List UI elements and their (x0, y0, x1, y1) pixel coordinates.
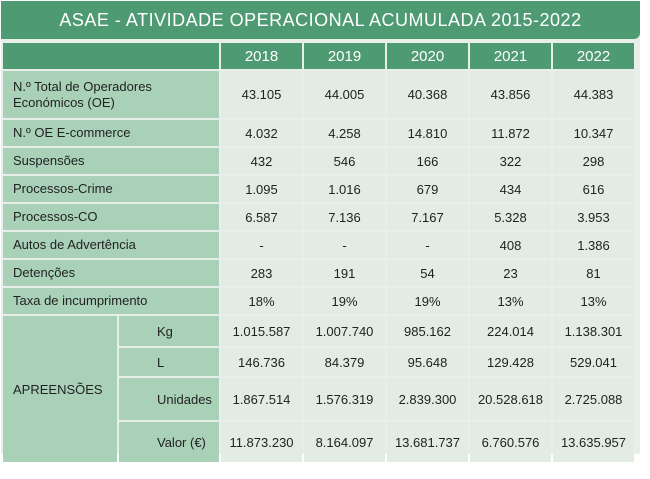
row-label: Taxa de incumprimento (3, 288, 219, 314)
table-row (3, 176, 634, 202)
cell: 44.383 (553, 71, 634, 118)
seizure-unit-label: L (119, 348, 219, 376)
cell: 1.138.301 (553, 316, 634, 346)
cell: 1.015.587 (221, 316, 302, 346)
cell: 129.428 (470, 348, 551, 376)
table-row (3, 204, 634, 230)
cell: 224.014 (470, 316, 551, 346)
cell: 1.007.740 (304, 316, 385, 346)
cell: 4.032 (221, 120, 302, 146)
cell: 1.576.319 (304, 378, 385, 420)
cell: 13.635.957 (553, 422, 634, 462)
table-row (3, 288, 634, 314)
cell: 10.347 (553, 120, 634, 146)
cell: 7.167 (387, 204, 468, 230)
cell: 1.386 (553, 232, 634, 258)
seizure-unit-label: Valor (€) (119, 422, 219, 462)
cell: 1.095 (221, 176, 302, 202)
cell: 679 (387, 176, 468, 202)
seizures-group-label: APREENSÕES (3, 316, 117, 462)
cell: 616 (553, 176, 634, 202)
cell: 3.953 (553, 204, 634, 230)
cell: 7.136 (304, 204, 385, 230)
cell: 23 (470, 260, 551, 286)
cell: 81 (553, 260, 634, 286)
year-header: 2021 (470, 43, 551, 69)
cell: 19% (304, 288, 385, 314)
row-label: N.º OE E-commerce (3, 120, 219, 146)
row-label: Processos-Crime (3, 176, 219, 202)
cell: 298 (553, 148, 634, 174)
table-row (3, 120, 634, 146)
cell: 14.810 (387, 120, 468, 146)
year-header: 2018 (221, 43, 302, 69)
cell: 84.379 (304, 348, 385, 376)
table-row (3, 71, 634, 118)
cell: 322 (470, 148, 551, 174)
cell: 408 (470, 232, 551, 258)
cell: 529.041 (553, 348, 634, 376)
year-header-row (3, 43, 634, 69)
year-header: 2022 (553, 43, 634, 69)
cell: 43.105 (221, 71, 302, 118)
table-title: ASAE - ATIVIDADE OPERACIONAL ACUMULADA 2015-2022 (1, 1, 640, 39)
cell: 13.681.737 (387, 422, 468, 462)
cell: 18% (221, 288, 302, 314)
table-row (3, 148, 634, 174)
cell: 166 (387, 148, 468, 174)
row-label: Detenções (3, 260, 219, 286)
cell: 13% (553, 288, 634, 314)
cell: 40.368 (387, 71, 468, 118)
cell: 985.162 (387, 316, 468, 346)
cell: 2.725.088 (553, 378, 634, 420)
cell: 20.528.618 (470, 378, 551, 420)
cell: 43.856 (470, 71, 551, 118)
cell: 546 (304, 148, 385, 174)
cell: 13% (470, 288, 551, 314)
cell: 191 (304, 260, 385, 286)
cell: - (387, 232, 468, 258)
cell: - (221, 232, 302, 258)
cell: 11.872 (470, 120, 551, 146)
cell: 6.587 (221, 204, 302, 230)
cell: 4.258 (304, 120, 385, 146)
operational-activity-table-panel (1, 1, 640, 454)
cell: 2.839.300 (387, 378, 468, 420)
table-row (3, 316, 634, 346)
cell: 1.867.514 (221, 378, 302, 420)
row-label: Suspensões (3, 148, 219, 174)
cell: 434 (470, 176, 551, 202)
seizure-unit-label: Unidades (119, 378, 219, 420)
cell: 54 (387, 260, 468, 286)
cell: 5.328 (470, 204, 551, 230)
cell: 146.736 (221, 348, 302, 376)
activity-table (1, 41, 636, 464)
cell: 19% (387, 288, 468, 314)
cell: - (304, 232, 385, 258)
year-header: 2019 (304, 43, 385, 69)
cell: 95.648 (387, 348, 468, 376)
cell: 44.005 (304, 71, 385, 118)
cell: 8.164.097 (304, 422, 385, 462)
table-row (3, 260, 634, 286)
table-row (3, 232, 634, 258)
year-header: 2020 (387, 43, 468, 69)
cell: 11.873.230 (221, 422, 302, 462)
header-corner (3, 43, 219, 69)
row-label: Processos-CO (3, 204, 219, 230)
seizure-unit-label: Kg (119, 316, 219, 346)
cell: 6.760.576 (470, 422, 551, 462)
row-label: Autos de Advertência (3, 232, 219, 258)
cell: 1.016 (304, 176, 385, 202)
cell: 283 (221, 260, 302, 286)
cell: 432 (221, 148, 302, 174)
row-label: N.º Total de Operadores Económicos (OE) (3, 71, 219, 118)
